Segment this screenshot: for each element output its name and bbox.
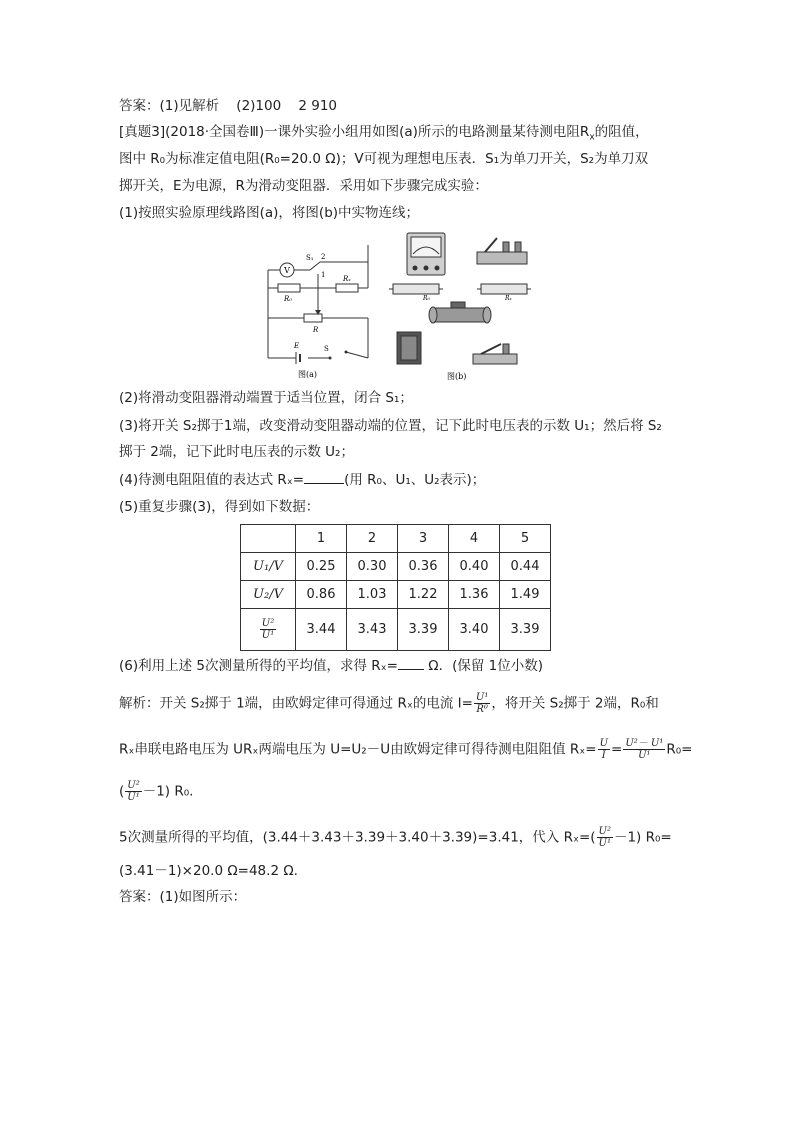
step-5: (5)重复步骤(3)，得到如下数据： [119,499,320,515]
answer-line-2: 答案：(1)如图所示： [119,889,247,905]
analysis-line-2: Rₓ串联电路电压为 URₓ两端电压为 U=U₂－U由欧姆定律可得待测电阻阻值 Rₓ= $\frac{U}{I}$ = $\frac{\text{U²－ U¹}}{\text{U¹}}$ R₀= [119,738,693,761]
s-label: S [324,345,329,353]
circuit-diagram [258,240,378,380]
voltmeter-label: V [284,266,290,275]
s1-label: S₁ [306,254,314,262]
step-2: (2)将滑动变阻器滑动端置于适当位置，闭合 S₁； [119,390,413,406]
apparatus-picture [385,228,540,383]
step-3b: 掷于 2端，记下此时电压表的示数 U₂； [119,444,354,460]
answer-line [119,97,337,115]
problem-tag: [真题3](2018·全国卷Ⅲ) [119,124,265,140]
step-1: (1)按照实验原理线路图(a)，将图(b)中实物连线； [119,205,420,221]
answer-prefix: 答案：(1)见解析 [119,98,220,114]
step-6: (6)利用上述 5次测量所得的平均值，求得 Rₓ= Ω．(保留 1位小数) [119,658,544,674]
svg-text:R₀: R₀ [423,295,430,302]
e-label: E [294,342,300,350]
answer-blank [398,657,424,670]
table-header-row: 1 2 3 4 5 [241,525,551,553]
caption-b: 图(b) [447,372,467,381]
step-4: (4)待测电阻阻值的表达式 Rₓ= (用 R₀、U₁、U₂表示)； [119,472,486,488]
r0-label: R₀ [284,295,293,303]
problem-line-1: [真题3](2018·全国卷Ⅲ)一课外实验小组用如图(a)所示的电路测量某待测电阻$R_x$的阻值， [119,124,649,143]
table-row: $\frac{\text{U²}}{\text{U¹}}$ 3.44 3.43 3.39 3.40 3.39 [241,609,551,651]
r-label: R [313,326,319,334]
analysis-line-5: (3.41－1)×20.0 Ω=48.2 Ω. [119,863,298,879]
problem-text-1: 一课外实验小组用如图(a)所示的电路测量某待测电阻R [264,124,590,140]
table-row: U₂/V 0.86 1.03 1.22 1.36 1.49 [241,581,551,609]
analysis-line-1: 解析：开关 S₂掷于 1端，由欧姆定律可得通过 Rₓ的电流 I= $\frac{\text{U¹}}{\text{R⁰}}$ ，将开关 S₂掷于 2端，R₀和 [119,692,659,715]
answer-blank [304,471,344,484]
analysis-line-4: 5次测量所得的平均值，(3.44＋3.43＋3.39＋3.40＋3.39)=3.41，代入 Rₓ=( $\frac{\text{U²}}{\text{U¹}}$ －1) R₀= [119,826,672,849]
svg-text:Rₓ: Rₓ [505,295,512,302]
caption-a: 图(a) [298,370,318,379]
problem-line-3: 掷开关，E为电源，R为滑动变阻器．采用如下步骤完成实验： [119,178,488,194]
step-3a: (3)将开关 S₂掷于1端，改变滑动变阻器动端的位置，记下此时电压表的示数 U₁；然后将 S₂ [119,418,662,434]
rx-label: Rₓ [343,275,351,283]
data-table [240,524,551,651]
problem-line-2: 图中 R₀为标准定值电阻(R₀=20.0 Ω)；V可视为理想电压表．S₁为单刀开关，S₂为单刀双 [119,151,649,167]
answer-part2: (2)100 [236,98,282,114]
answer-value: 2 910 [298,98,338,114]
table-row: U₁/V 0.25 0.30 0.36 0.40 0.44 [241,553,551,581]
ratio-label: $\frac{\text{U²}}{\text{U¹}}$ [261,618,275,641]
svg-text:2: 2 [321,253,326,261]
svg-text:1: 1 [321,271,326,279]
analysis-line-3: ( $\frac{\text{U²}}{\text{U¹}}$ －1) R₀. [119,780,194,803]
